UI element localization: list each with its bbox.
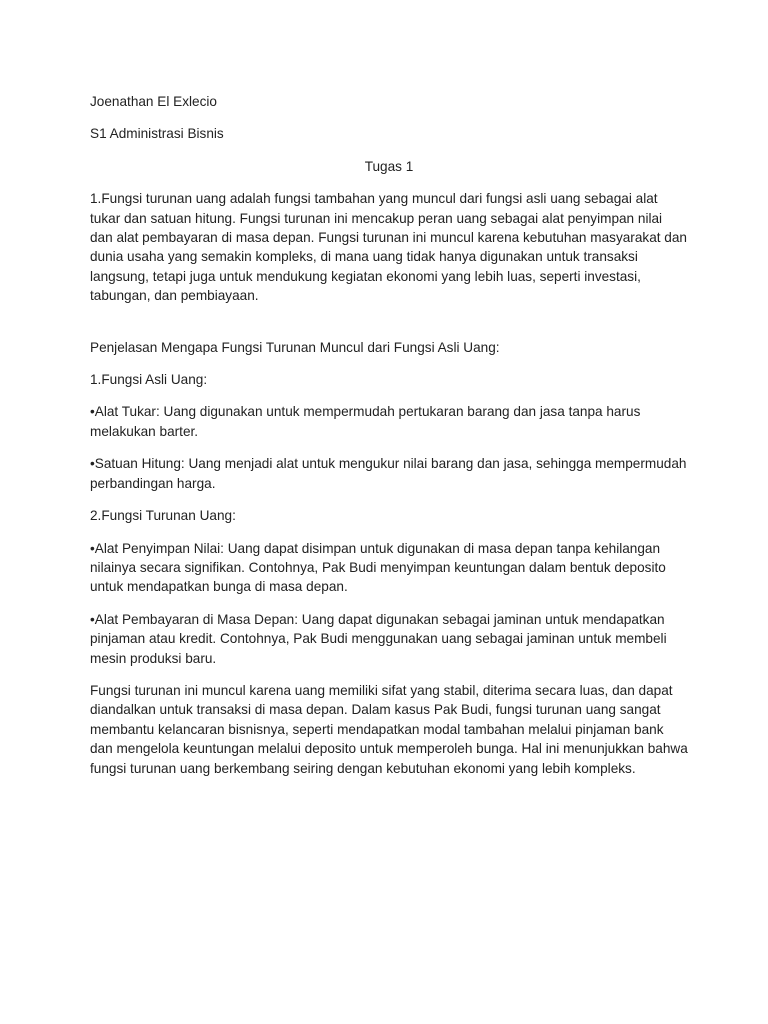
paragraph-intro: 1.Fungsi turunan uang adalah fungsi tambahan yang muncul dari fungsi asli uang sebagai alat tukar dan satuan hitung. Fungsi turunan ini mencakup peran uang sebagai alat penyimpan nilai dan alat pembayaran di masa depan. Fungsi turunan ini muncul karena kebutuhan masyarakat dan dunia usaha yang semakin kompleks, di mana uang tidak hanya digunakan untuk transaksi langsung, tetapi juga untuk mendukung kegiatan ekonomi yang lebih luas, seperti investasi, tabungan, dan pembiayaan. <box>90 191 687 304</box>
bullet-unit-of-account: •Satuan Hitung: Uang menjadi alat untuk mengukur nilai barang dan jasa, sehingga mempermudah perbandingan harga. <box>90 456 687 491</box>
subheading-derived-function: 2.Fungsi Turunan Uang: <box>90 508 236 524</box>
assignment-title: Tugas 1 <box>364 158 414 174</box>
paragraph-conclusion: Fungsi turunan ini muncul karena uang memiliki sifat yang stabil, diterima secara luas, dan dapat diandalkan untuk transaksi di masa depan. Dalam kasus Pak Budi, fungsi turunan uang sangat membantu kelancaran bisnisnya, seperti mendapatkan modal tambahan melalui pinjaman bank dan mengelola keuntungan melalui deposito untuk memperoleh bunga. Hal ini menunjukkan bahwa fungsi turunan uang berkembang seiring dengan kebutuhan ekonomi yang lebih kompleks. <box>90 682 688 776</box>
bullet-medium-of-exchange: •Alat Tukar: Uang digunakan untuk mempermudah pertukaran barang dan jasa tanpa harus melakukan barter. <box>90 404 641 439</box>
study-program: S1 Administrasi Bisnis <box>90 126 224 142</box>
bullet-deferred-payment: •Alat Pembayaran di Masa Depan: Uang dapat digunakan sebagai jaminan untuk mendapatkan pinjaman atau kredit. Contohnya, Pak Budi menggunakan uang sebagai jaminan untuk membeli mesin produksi baru. <box>90 611 667 666</box>
author-name: Joenathan El Exlecio <box>90 94 217 109</box>
subheading-original-function: 1.Fungsi Asli Uang: <box>90 372 208 388</box>
bullet-store-of-value: •Alat Penyimpan Nilai: Uang dapat disimpan untuk digunakan di masa depan tanpa kehilangan nilainya secara signifikan. Contohnya, Pak Budi menyimpan keuntungan dalam bentuk deposito untuk mendapatkan bunga di masa depan. <box>90 540 666 595</box>
section-heading: Penjelasan Mengapa Fungsi Turunan Muncul dari Fungsi Asli Uang: <box>90 339 500 355</box>
